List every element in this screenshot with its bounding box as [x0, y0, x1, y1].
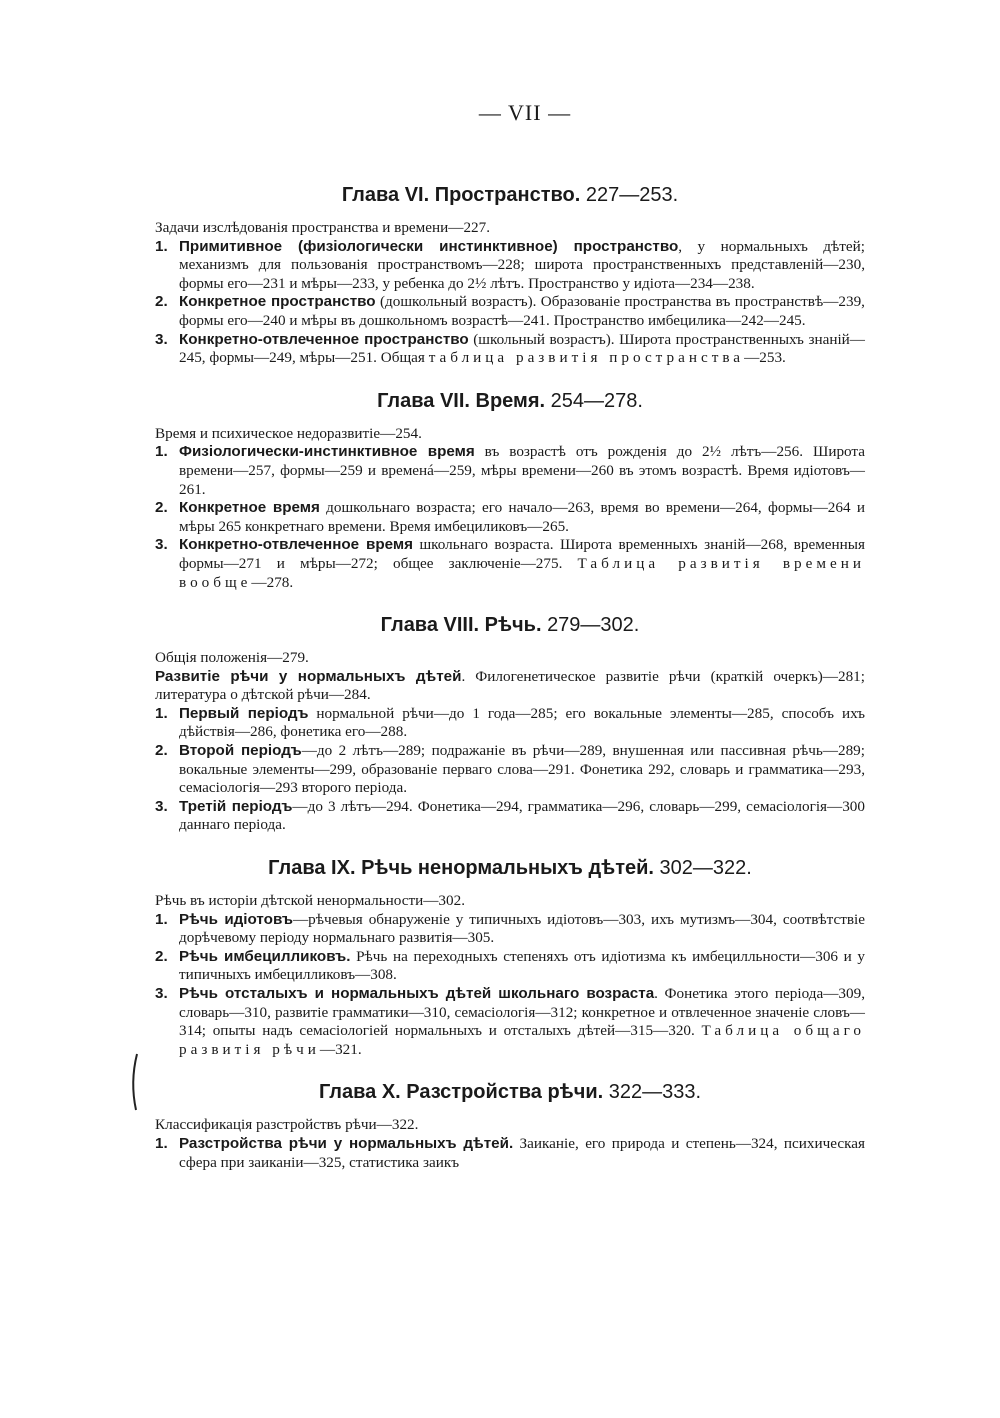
- entry-heading: Рѣчь идіотовъ: [179, 910, 293, 928]
- toc-entry: [155, 948, 865, 985]
- chapter-intro: Задачи изслѣдованія пространства и времени—227.: [155, 219, 491, 236]
- entry-text: въ возрастѣ отъ рожденія до 2½ лѣтъ—256. Широта времени—257, формы—259 и временá—259, мѣры времени—260 въ этомъ возрастѣ. Время идіотовъ—261.: [179, 443, 865, 498]
- entry-number: 1.: [155, 704, 168, 722]
- chapter-title: [155, 1081, 865, 1104]
- chapter-heading: Глава VIII. Рѣчь.: [380, 614, 542, 637]
- entry-text: (дошкольный возрастъ). Образованіе пространства въ пространствѣ—239, формы его—240 и мѣры въ дошкольномъ возрастѣ—241. Пространство имбецилика—242—245.: [179, 293, 865, 329]
- entry-text: дошкольнаго возраста; его начало—263, время во времени—264, формы—264 и мѣры 265 конкретнаго времени. Время имбециликовъ—265.: [179, 499, 865, 535]
- entry-text: школьнаго возраста. Широта временныхъ знаній—268, временныя формы—271 и мѣры—272; общее заключеніе—275.: [179, 536, 865, 572]
- chapter-section: [155, 390, 865, 592]
- entry-heading: Второй періодъ: [179, 742, 302, 760]
- entry-number: 1.: [155, 237, 168, 255]
- entry-body: [179, 911, 865, 948]
- lead-text: . Филогенетическое развитіе рѣчи (краткій очеркъ)—281; литература о дѣтской рѣчи—284.: [155, 667, 865, 704]
- entry-heading: Конкретно-отвлеченное пространство: [179, 330, 469, 348]
- entry-spaced-title: таблица развитія пространства: [428, 349, 745, 367]
- chapter-title: [155, 390, 865, 413]
- entry-body: [179, 1135, 865, 1172]
- chapter-lead: [155, 668, 865, 705]
- entry-body: [179, 443, 865, 499]
- toc-entry: [155, 742, 865, 798]
- entry-text: Рѣчь на переходныхъ степеняхъ отъ идіотизма къ имбецилльности—306 и у типичныхъ имбецилликовъ—308.: [179, 947, 866, 984]
- toc-entry: [155, 293, 865, 330]
- chapter-pages: 322—333.: [608, 1081, 702, 1104]
- entry-heading: Конкретное пространство: [179, 293, 376, 311]
- toc-entry: [155, 536, 865, 592]
- entry-number: 3.: [155, 797, 168, 815]
- lead-bold: Развитіе рѣчи у нормальныхъ дѣтей: [155, 667, 462, 685]
- entry-text: нормальной рѣчи—до 1 года—285; его вокальные элементы—285, способъ ихъ дѣйствія—286, фонетика его—288.: [179, 704, 865, 741]
- toc-entry: [155, 331, 865, 368]
- entry-body: [179, 293, 865, 330]
- entry-text: , у нормальныхъ дѣтей; механизмъ для пользованія пространствомъ—228; широта пространственныхъ представленій—230, формы его—231 и мѣры—233, у ребенка до 2½ лѣтъ. Пространство у идіота—234—238.: [179, 237, 865, 292]
- entry-body: [179, 499, 865, 536]
- entry-body: [179, 331, 865, 368]
- entry-tail: —278.: [251, 573, 294, 591]
- entry-body: [179, 985, 865, 1059]
- chapter-pages: 254—278.: [550, 389, 643, 412]
- entry-text: . Фонетика этого періода—309, словарь—310, развитіе грамматики—310, семасіологія—312; конкретное и отвлеченное значеніе словъ—314; опыты надъ семасіологіей нормальныхъ и отсталыхъ дѣтей—315—320.: [179, 985, 865, 1040]
- entry-text: —до 2 лѣтъ—289; подражаніе въ рѣчи—289, внушенная или пассивная рѣчь—289; вокальные элементы—299, образованіе перваго слова—291. Фонетика 292, словарь и грамматика—293, семасіологія—293 второго періода.: [179, 742, 865, 797]
- document-page: [155, 100, 865, 1172]
- chapter-title: [155, 614, 865, 637]
- chapter-pages: 302—322.: [659, 857, 752, 880]
- chapter-section: [155, 614, 865, 835]
- chapter-heading: Глава X. Разстройства рѣчи.: [318, 1081, 604, 1104]
- entry-heading: Разстройства рѣчи у нормальныхъ дѣтей.: [179, 1134, 514, 1152]
- toc-entry: [155, 1135, 865, 1172]
- chapter-intro: Рѣчь въ исторіи дѣтской ненормальности—302.: [155, 892, 466, 910]
- entry-number: 2.: [155, 293, 168, 311]
- entry-number: 3.: [155, 536, 168, 554]
- entry-heading: Рѣчь имбецилликовъ.: [179, 947, 351, 965]
- chapter-section: [155, 1081, 865, 1172]
- toc-entry: [155, 798, 865, 835]
- entry-tail: —253.: [744, 349, 786, 367]
- entry-number: 3.: [155, 985, 168, 1002]
- entry-text: —рѣчевыя обнаруженіе у типичныхъ идіотовъ—303, ихъ мутизмъ—304, соотвѣтствіе дорѣчевому періоду нормальнаго развитія—305.: [179, 910, 865, 947]
- chapter-intro: Время и психическое недоразвитіе—254.: [155, 424, 422, 442]
- page-number: — VII —: [478, 100, 572, 125]
- chapter-intro: Общія положенія—279.: [155, 649, 309, 667]
- chapter-section: [155, 184, 865, 368]
- entry-text: Заиканіе, его природа и степень—324, психическая сфера при заиканіи—325, статистика заикъ: [179, 1134, 866, 1171]
- entry-body: [179, 238, 865, 294]
- entry-heading: Конкретно-отвлеченное время: [179, 536, 413, 554]
- entry-heading: Третій періодъ: [179, 797, 293, 815]
- toc-entry: [155, 911, 865, 948]
- entry-spaced-title: Таблица развитія времени вообще: [179, 554, 865, 591]
- entry-number: 2.: [155, 947, 168, 965]
- chapter-heading: Глава IX. Рѣчь ненормальныхъ дѣтей.: [268, 857, 654, 880]
- entry-number: 2.: [155, 499, 168, 517]
- entry-number: 1.: [155, 443, 168, 461]
- margin-pencil-mark: [128, 1052, 142, 1112]
- entry-body: [179, 948, 865, 985]
- chapter-title: [155, 857, 865, 880]
- entry-spaced-title: Таблица общаго развитія рѣчи: [179, 1022, 866, 1058]
- entry-heading: Первый періодъ: [179, 704, 309, 722]
- entry-number: 1.: [155, 1134, 168, 1152]
- entry-heading: Конкретное время: [179, 499, 320, 517]
- entry-heading: Примитивное (физіологически инстинктивное) пространство: [179, 237, 679, 255]
- chapter-section: [155, 857, 865, 1059]
- entry-text: —до 3 лѣтъ—294. Фонетика—294, грамматика—296, словарь—299, семасіологія—300 даннаго періода.: [179, 797, 865, 834]
- entry-body: [179, 742, 865, 798]
- entry-heading: Рѣчь отсталыхъ и нормальныхъ дѣтей школьнаго возраста: [179, 985, 655, 1002]
- chapter-intro: Классификація разстройствъ рѣчи—322.: [155, 1116, 419, 1134]
- entry-body: [179, 536, 865, 592]
- entry-body: [179, 798, 865, 835]
- toc-entry: [155, 238, 865, 294]
- entry-tail: —321.: [319, 1040, 362, 1058]
- entry-heading: Физіологически-инстинктивное время: [179, 443, 475, 461]
- chapter-heading: Глава VI. Пространство.: [341, 184, 581, 206]
- entry-number: 3.: [155, 330, 168, 348]
- entry-number: 1.: [155, 910, 168, 928]
- entry-number: 2.: [155, 742, 168, 760]
- toc-entry: [155, 499, 865, 536]
- chapter-title: [155, 184, 865, 207]
- toc-entry: [155, 705, 865, 742]
- toc-entry: [155, 443, 865, 499]
- toc-entry: [155, 985, 865, 1059]
- chapter-pages: 279—302.: [547, 614, 640, 637]
- entry-text: (школьный возрастъ). Широта пространственныхъ знаній—245, формы—249, мѣры—251. Общая: [179, 330, 865, 367]
- entry-body: [179, 705, 865, 742]
- chapter-pages: 227—253.: [585, 184, 679, 206]
- table-of-contents: [155, 184, 865, 1172]
- chapter-heading: Глава VII. Время.: [377, 389, 546, 412]
